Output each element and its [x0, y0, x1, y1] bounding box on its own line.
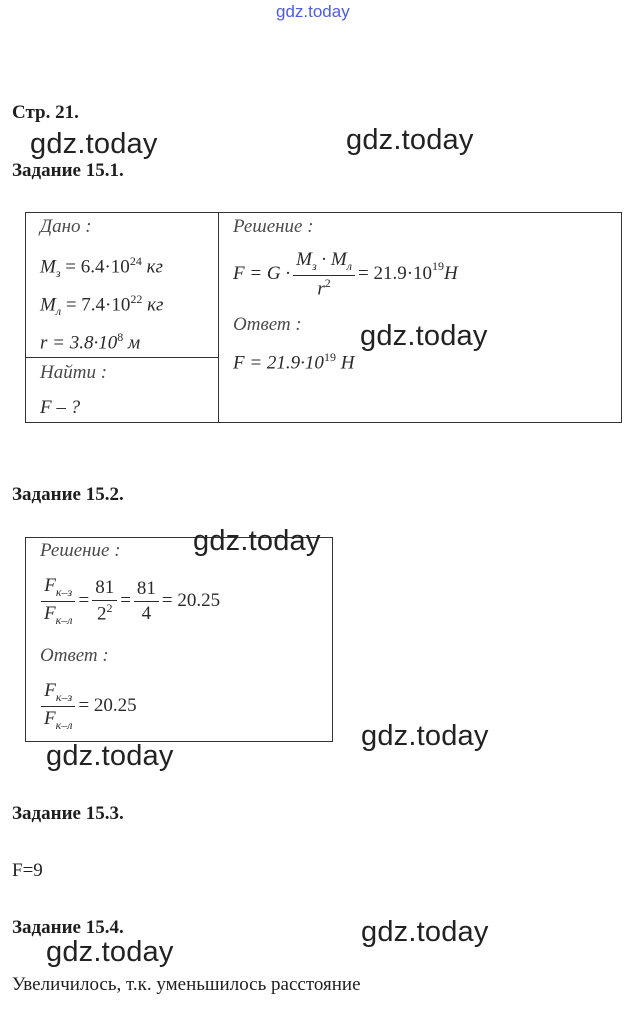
watermark: gdz.today	[361, 720, 489, 752]
task-15-4-header: Задание 15.4.	[12, 917, 124, 938]
table-divider-horizontal	[25, 357, 219, 358]
watermark: gdz.today	[346, 124, 474, 156]
answer-value: $F = 21.9\cdot 10^{19}$ H	[233, 350, 355, 374]
task-15-3-header: Задание 15.3.	[12, 803, 124, 824]
task-15-1-header: Задание 15.1.	[12, 160, 124, 181]
given-moon-mass: $M_л = 7.4\cdot 10^{22}$ кг	[40, 292, 164, 319]
find-value: F – ?	[40, 397, 81, 418]
given-distance: $r = 3.8\cdot 10^8$ м	[40, 330, 141, 354]
find-label: Найти :	[40, 362, 108, 383]
answer-label: Ответ :	[40, 645, 109, 666]
answer-label: Ответ :	[233, 314, 302, 335]
solution-formula: F = G · $\frac{M_з \cdot M_л}{r^2}$ = 21.9·10 $^{19}$ H	[233, 249, 458, 299]
solution-ratio: $\frac{F_{к-з}}{F_{к-л}}$ = $\frac{81}{2^2}$ = $\frac{81}{4}$ = 20.25	[38, 575, 220, 627]
task-15-2-header: Задание 15.2.	[12, 484, 124, 505]
watermark: gdz.today	[193, 525, 321, 557]
watermark: gdz.today	[46, 936, 174, 968]
solution-label: Решение :	[40, 540, 121, 561]
task-15-4-answer: Увеличилось, т.к. уменьшилось расстояние	[12, 974, 361, 995]
task-15-3-answer: F=9	[12, 860, 43, 881]
page-label: Стр. 21.	[12, 102, 79, 123]
top-watermark: gdz.today	[276, 2, 350, 21]
watermark: gdz.today	[360, 320, 488, 352]
given-earth-mass: $M_з = 6.4\cdot 10^{24}$ кг	[40, 254, 163, 281]
solution-label: Решение :	[233, 216, 314, 237]
table-divider-vertical	[218, 212, 219, 423]
watermark: gdz.today	[30, 128, 158, 160]
answer-ratio: $\frac{F_{к-з}}{F_{к-л}}$ = 20.25	[38, 680, 137, 732]
given-label: Дано :	[40, 216, 92, 237]
watermark: gdz.today	[46, 740, 174, 772]
watermark: gdz.today	[361, 916, 489, 948]
